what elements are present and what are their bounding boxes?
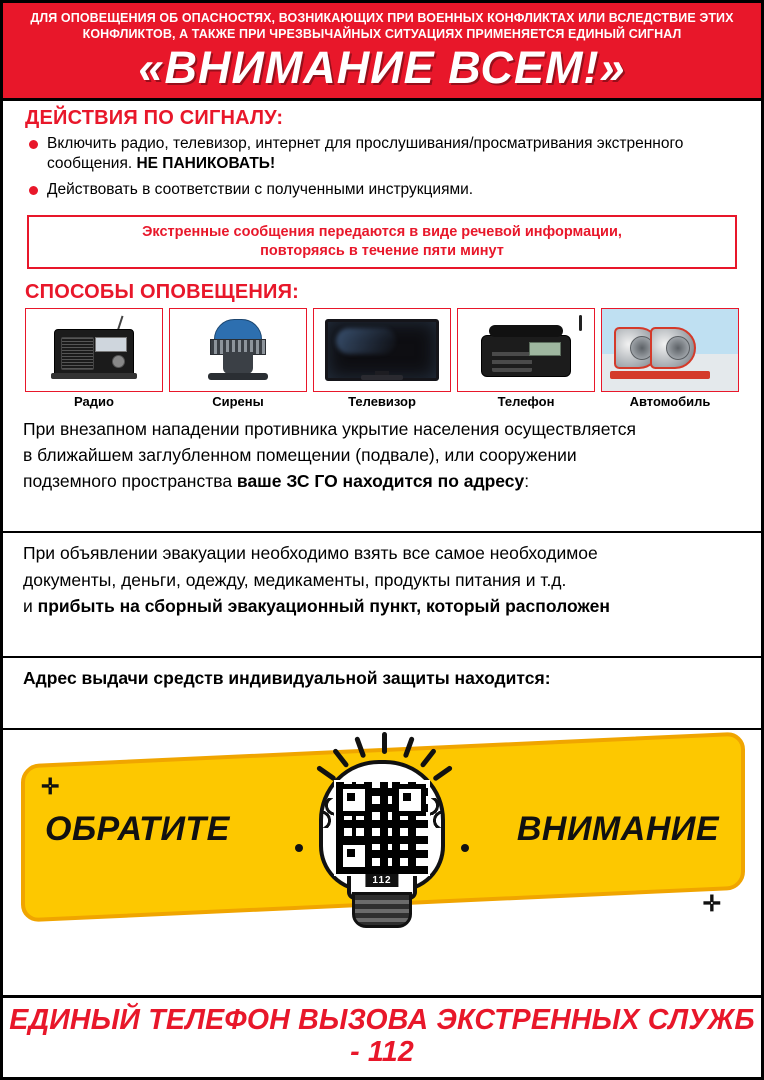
radio-icon [25,308,163,392]
ppe-address-line: Адрес выдачи средств индивидуальной защиты находится: [23,668,551,689]
method-label: Автомобиль [629,393,711,409]
evacuation-instructions [3,533,761,656]
evacuation-line-3-bold: прибыть на сборный эвакуационный пункт, который расположен [37,595,610,616]
shelter-line-3-plain: подземного пространства [23,471,237,492]
method-car [601,308,739,409]
plus-mark-right-icon: ✛ [702,891,721,917]
phone-icon [457,308,595,392]
shelter-line-3-bold: ваше ЗС ГО находится по адресу [236,471,525,492]
shelter-line-3 [23,468,743,494]
footer [3,995,761,1077]
actions-heading: ДЕЙСТВИЯ ПО СИГНАЛУ: [25,106,284,129]
method-siren [169,308,307,409]
method-label: Радио [74,393,114,409]
notice-line-2: повторяясь в течение пяти минут [260,242,504,259]
attention-left-word: ОБРАТИТЕ [45,810,230,849]
attention-right-word: ВНИМАНИЕ [516,810,719,849]
attention-banner [3,730,761,945]
method-radio [25,308,163,409]
actions-list [3,132,761,211]
evacuation-line-2: документы, деньги, одежду, медикаменты, продукты питания и т.д. [23,569,567,590]
tv-icon [313,308,451,392]
page-title: «ВНИМАНИЕ ВСЕМ!» [138,42,626,94]
shelter-line-1: При внезапном нападении противника укрытие населения осуществляется [23,418,636,439]
notice-line-1: Экстренные сообщения передаются в виде речевой информации, [142,223,622,240]
ppe-address-blank[interactable] [23,691,743,721]
shelter-line-3-tail: : [524,471,530,492]
qr-code[interactable] [334,780,430,876]
bullet-dot-icon [29,186,38,195]
list-item [29,180,743,200]
loudspeaker-car-icon [601,308,739,392]
list-item-text-plain: Действовать в соответствии с полученными инструкциями. [47,181,474,199]
shelter-line-2: в ближайшем заглубленном помещении (подвале), или сооружении [23,444,577,465]
method-label: Сирены [212,393,264,409]
list-item-text-plain: Включить радио, телевизор, интернет для прослушивания/просматривания экстренного сообщения. [47,134,684,172]
list-item-text-bold: НЕ ПАНИКОВАТЬ! [136,154,276,172]
bullet-dot-icon [29,140,38,149]
notice-box [27,215,737,269]
method-tv [313,308,451,409]
methods-strip [3,306,761,409]
header-subtitle: ДЛЯ ОПОВЕЩЕНИЯ ОБ ОПАСНОСТЯХ, ВОЗНИКАЮЩИХ ПРИ ВОЕННЫХ КОНФЛИКТАХ ИЛИ ВСЛЕДСТВИЕ ЭТИХ КОНФЛИКТОВ, А ТАКЖЕ ПРИ ЧРЕЗВЫЧАЙНЫХ СИТУАЦИЯХ ПРИМЕНЯЕТСЯ ЕДИНЫЙ СИГНАЛ [30,11,734,41]
evacuation-line-3-plain: и [23,595,38,616]
qr-code-label: 112 [365,874,398,887]
shelter-instructions [3,409,761,532]
plus-mark-left-icon: ✛ [41,774,60,800]
evacuation-line-3 [23,593,743,619]
ppe-address-block [3,658,761,728]
lightbulb-icon [287,732,477,942]
method-label: Телефон [497,393,555,409]
methods-heading: СПОСОБЫ ОПОВЕЩЕНИЯ: [25,280,300,303]
evacuation-address-blank[interactable] [23,619,743,649]
poster-header [3,3,761,101]
emergency-phone-text: ЕДИНЫЙ ТЕЛЕФОН ВЫЗОВА ЭКСТРЕННЫХ СЛУЖБ - 112 [9,1004,755,1068]
list-item [29,134,743,175]
method-label: Телевизор [348,393,416,409]
method-phone [457,308,595,409]
list-item-text [47,134,743,175]
shelter-address-blank[interactable] [23,494,743,524]
siren-icon [169,308,307,392]
list-item-text [47,180,473,200]
evacuation-line-1: При объявлении эвакуации необходимо взять все самое необходимое [23,543,598,564]
